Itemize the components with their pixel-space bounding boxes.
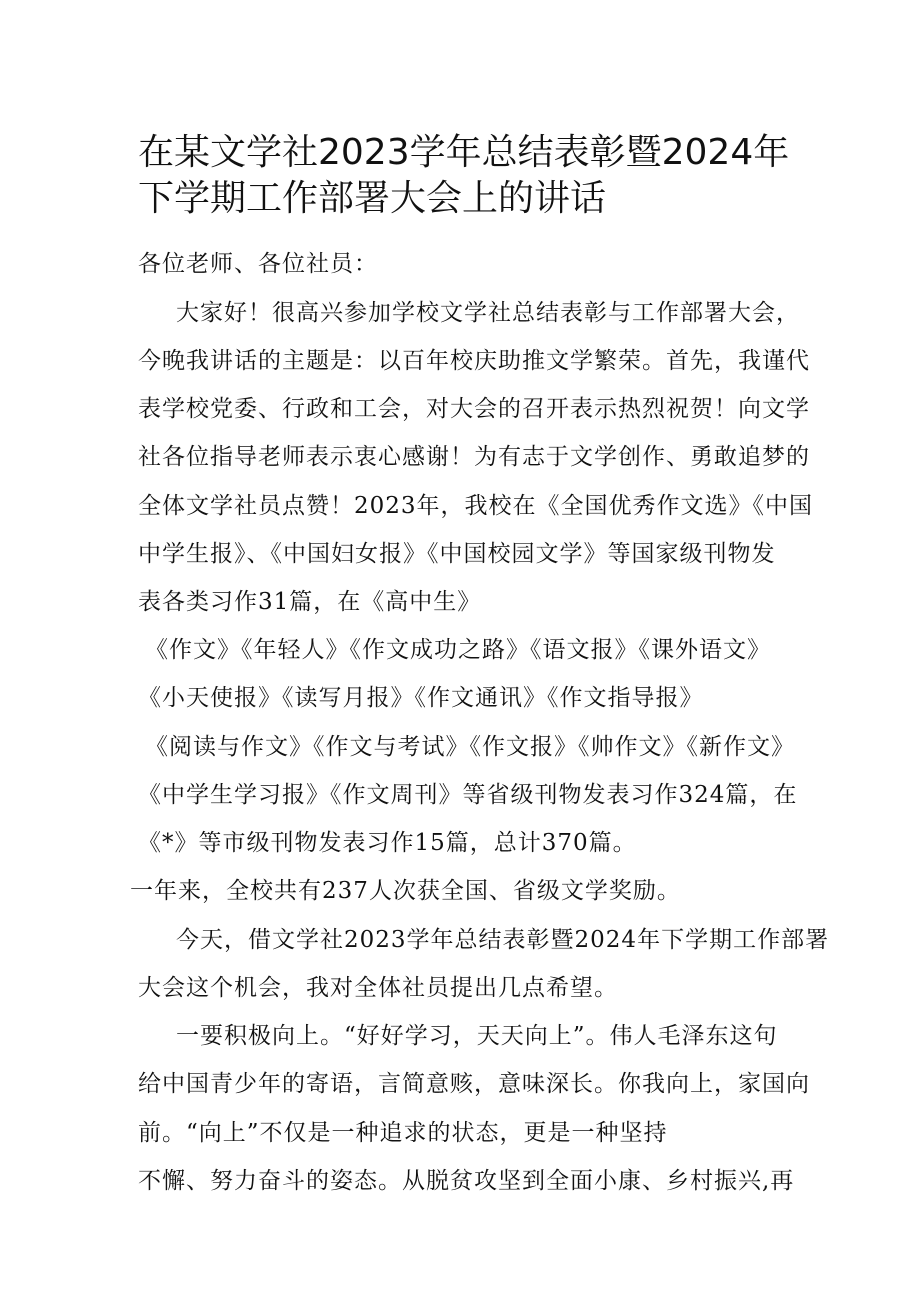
paragraph-line: 给中国青少年的寄语，言简意赅，意味深长。你我向上，家国向 xyxy=(138,1071,810,1097)
paragraph-line: 今天，借文学社2023学年总结表彰暨2024年下学期工作部署 xyxy=(176,927,830,953)
paragraph-line: 大会这个机会，我对全体社员提出几点希望。 xyxy=(138,975,618,1001)
publication-list-line: 《*》等市级刊物发表习作15篇，总计370篇。 xyxy=(138,830,637,856)
paragraph-line: 一年来，全校共有237人次获全国、省级文学奖励。 xyxy=(130,878,681,904)
publication-list-line: 《小天使报》《读写月报》《作文通讯》《作文指导报》 xyxy=(138,685,704,711)
paragraph-line: 全体文学社员点赞！2023年，我校在《全国优秀作文选》《中国 xyxy=(138,493,814,519)
salutation: 各位老师、各位社员： xyxy=(138,251,378,277)
paragraph-line: 社各位指导老师表示衷心感谢！为有志于文学创作、勇敢追梦的 xyxy=(138,444,810,470)
document-title: 在某文学社2023学年总结表彰暨2024年下学期工作部署大会上的讲话 xyxy=(138,132,790,219)
paragraph-line: 表各类习作31篇，在《高中生》 xyxy=(138,589,482,615)
paragraph-line: 一要积极向上。“好好学习，天天向上”。伟人毛泽东这句 xyxy=(176,1023,778,1049)
paragraph-line: 前。“向上”不仅是一种追求的状态，更是一种坚持 xyxy=(138,1120,668,1146)
publication-list-line: 《中学生学习报》《作文周刊》等省级刊物发表习作324篇，在 xyxy=(138,782,798,808)
publication-list-line: 《作文》《年轻人》《作文成功之路》《语文报》《课外语文》 xyxy=(145,637,771,663)
publication-list-line: 《阅读与作文》《作文与考试》《作文报》《帅作文》《新作文》 xyxy=(145,734,795,760)
paragraph-line: 今晚我讲话的主题是：以百年校庆助推文学繁荣。首先，我谨代 xyxy=(138,348,810,374)
paragraph-line: 大家好！很高兴参加学校文学社总结表彰与工作部署大会， xyxy=(176,300,800,326)
paragraph-line: 表学校党委、行政和工会，对大会的召开表示热烈祝贺！向文学 xyxy=(138,396,810,422)
paragraph-line: 不懈、努力奋斗的姿态。从脱贫攻坚到全面小康、乡村振兴,再 xyxy=(138,1168,795,1194)
paragraph-line: 中学生报》、《中国妇女报》《中国校园文学》等国家级刊物发 xyxy=(138,541,776,567)
